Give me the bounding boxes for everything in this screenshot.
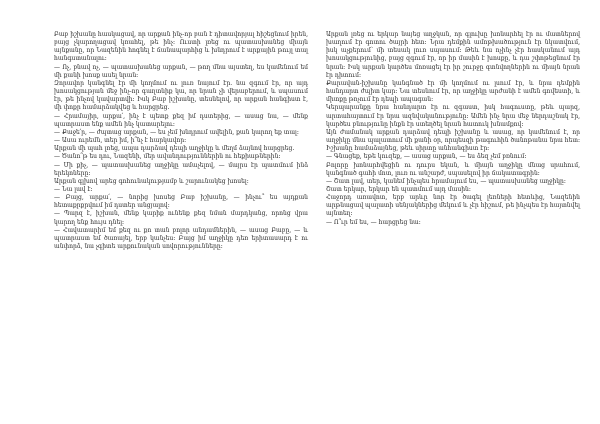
paragraph: Արքան մի պահ լռեց, ապա դարձավ դեպի աղջիկը և մեղմ ձայնով հարցրեց. [54,145,295,153]
paragraph: — Ո՞ւր եմ ես, — հարցրեց նա։ [326,218,421,226]
paragraph: — Ասա ուրեմն, տեր իմ, ի՞նչ է հարկավոր։ [54,137,187,145]
paragraph: Կերպարանքը նրա հանդարտ էր ու զգաստ, իսկ հագուստը, թեև պարզ, արտահայտում էր նրա ազնվականությունը։ Ամեն ինչ նրա մեջ ներդաշնակ էր, կարծես բնությունը ինքն էր ստեղծել նրան հատուկ խնամքով։ [326,104,580,128]
paragraph: — Նա լավ է։ [54,185,93,193]
paragraph: — Պարզ է, իշխան, մենք կարիք ունենք քեզ նման մարդկանց, որոնց վրա կարող ենք հույս դնել։ [54,210,308,226]
paragraph: Քարավան֊իշխանը կանգնած էր մի կողմում ու լսում էր, և նրա դեմքին հանդարտ ժպիտ կար։ Նա տեսնում էր, որ աղջիկը արժանի է ամեն գովեստի, և միտքը թռչում էր դեպի ապագան։ [326,79,580,104]
paragraph: Շատ երկար, երկար են պատմում այդ մասին։ [326,185,471,193]
paragraph: Արքան գլխով արեց գոհունակությամբ և շարունակեց խոսել։ [54,177,249,185]
paragraph: — Գնացեք, եթե կուզեք, — ասաց արքան, — ես ձեզ չեմ բռնում։ [326,153,527,161]
paragraph: Այն ժամանակ արքան դարձավ դեպի իշխանը և ասաց, որ կամենում է, որ աղջիկը մնա պալատում մի քանի օր, որպեսզի թագուհին ծանոթանա նրա հետ։ Իշխանը համաձայնեց, թեև սիրտը անհանգիստ էր։ [326,128,580,153]
paragraph: — Շատ լավ, տեր, կանեմ ինչպես հրամայում ես, — պատասխանեց աղջիկը։ [326,177,566,185]
paragraph: — Ծանո՞թ ես դու, Նազենի, մեր ավանդություններին ու հեքիաթներին։ [54,153,281,161]
paragraph: — Մի քիչ, — պատասխանեց աղջիկը ամաչելով, — մայրս էր պատմում ինձ երեկոները։ [54,161,308,177]
paragraph: — Բայց, արքա՛, — նորից խոսեց Բաբ իշխանը, — ինչու՞ ես այդքան հետաքրքրվում իմ դստեր անցյալով։ [54,194,308,210]
paragraph: — Քաջե՛ր, — ժպտաց արքան, — ես չեմ խնդրում ավելին, քան կարող եք տալ։ [54,128,299,136]
paragraph: Զորավոր կանգնել էր մի կողմում ու լուռ նայում էր. նա զգում էր, որ այդ խոսակցության մեջ ինչ֊որ գաղտնիք կա, որ նրան չի վերաբերում, և սպասում էր, թե ինչով կավարտվի։ Իսկ Բաբ իշխանը, տեսնելով, որ արքան հանգիստ է, մի փոքր համարձակվեց և հարցրեց. [54,79,308,112]
paragraph: — Հրամայիր, արքա՛, ինչ է պետք քեզ իմ դստերից, — ասաց նա, — մենք պատրաստ ենք ամեն ինչ կատարելու։ [54,112,308,128]
paragraph: — Հավատարիմ եմ քեզ ու քո տան բոլոր անդամներին, — ասաց Բաբը, — և պատրաստ եմ ծառայել, երբ կանչես։ Բայց իմ աղջիկը դեռ երիտասարդ է ու անփորձ, նա չգիտե արքունական սովորությունները։ [54,226,308,251]
paragraph: — Ոչ, բնավ ոչ, — պատասխանեց արքան, — թող մնա այստեղ, ես կամենում եմ մի քանի խոսք ասել նրան։ [54,63,308,79]
right-column [326,31,580,424]
paragraph: Հաջորդ առավոտ, երբ արևը նոր էր ծագել լեռների հետևից, Նազենին արթնացավ պալատի սենյակներից մեկում և չէր հիշում, թե ինչպես էր հայտնվել այնտեղ։ [326,194,580,218]
paragraph: Բոլորը խոնարհվեցին ու դուրս եկան, և միայն աղջիկը մնաց սրահում, կանգնած գահի մոտ, լուռ ու անշարժ, սպասելով իր ճակատագրին։ [326,161,580,177]
paragraph: Բաբ իշխանը հասկացավ, որ արքան ինչ֊որ բան է դիտավորյալ հիշեցնում իրեն, բայց չկարողացավ կռահել, թե ինչ։ Ուստի լռեց ու պատասխանեց միայն այնքանը, որ Նազենին հոգնել է ճանապարհից և խնդրում է արքային թույլ տալ հանգստանալու։ [54,31,308,63]
paragraph: Արքան լռեց ու երկար նայեց աղջկան, որ գլուխը խոնարհել էր ու մատներով խաղում էր գոտու ծայրի հետ։ Նրա դեմքին ամոթխածություն էր նկատվում, իսկ աչքերում՝ մի տեսակ լուռ սպասում։ Թեև նա ոչինչ չէր հասկանում այդ խոսակցությունից, բայց զգում էր, որ իր մասին է խոսքը, և դա շփոթեցնում էր նրան։ Իսկ արքան կարծես մոռացել էր իր շուրջը գտնվողներին ու միայն նրան էր դիտում։ [326,31,580,79]
left-column [54,31,308,424]
